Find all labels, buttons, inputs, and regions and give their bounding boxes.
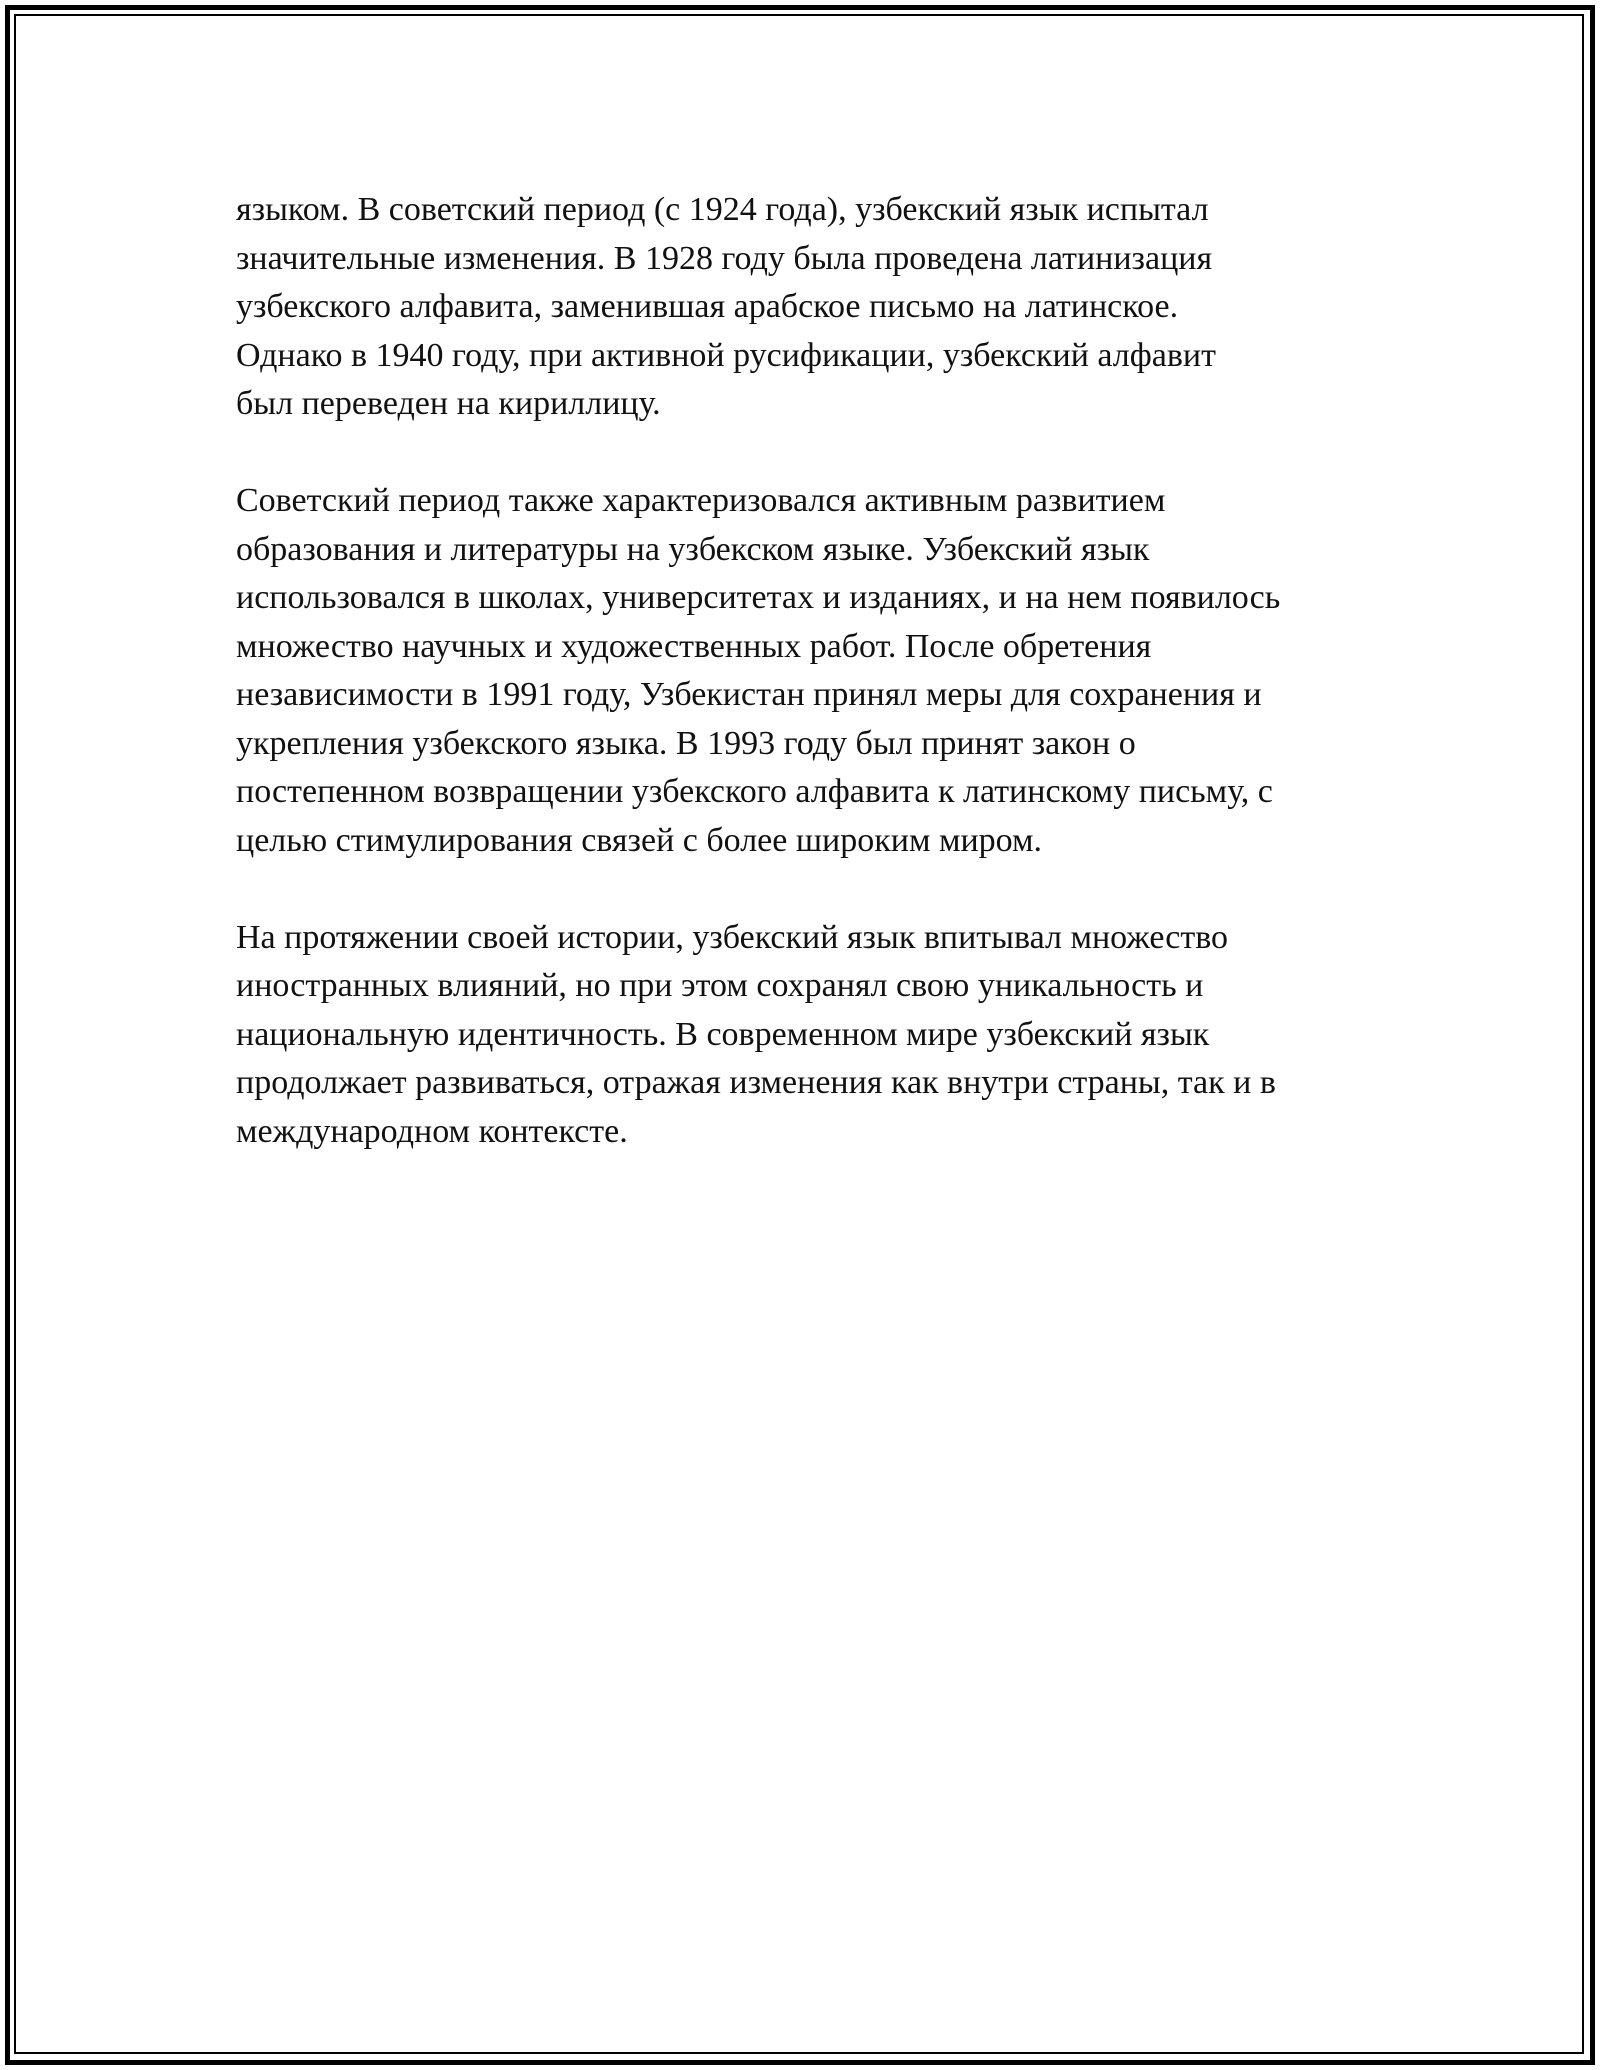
text-line: был переведен на кириллицу. xyxy=(236,385,661,422)
text-line: Однако в 1940 году, при активной русификации, узбекский алфавит xyxy=(236,336,1216,374)
text-line: укрепления узбекского языка. В 1993 году был принят закон о xyxy=(236,724,1136,762)
text-line: На протяжении своей истории, узбекский язык впитывал множество xyxy=(236,918,1229,956)
text-line: продолжает развиваться, отражая изменения как внутри страны, так и в xyxy=(236,1064,1276,1101)
text-line: независимости в 1991 году, Узбекистан принял меры для сохранения и xyxy=(236,676,1262,713)
text-line: национальную идентичность. В современном мире узбекский язык xyxy=(236,1015,1210,1053)
text-line: иностранных влияний, но при этом сохранял свою уникальность и xyxy=(236,967,1204,1004)
text-line: образования и литературы на узбекском языке. Узбекский язык xyxy=(236,530,1150,568)
document-body xyxy=(236,186,1386,1205)
text-line: использовался в школах, университетах и изданиях, и на нем появилось xyxy=(236,579,1281,616)
text-line: постепенном возвращении узбекского алфавита к латинскому письму, с xyxy=(236,773,1273,810)
text-line: целью стимулирования связей с более широким миром. xyxy=(236,821,1043,859)
text-line: Советский период также характеризовался активным развитием xyxy=(236,482,1166,519)
text-line: международном контексте. xyxy=(236,1112,628,1150)
paragraph-1 xyxy=(236,186,1386,429)
paragraph-2 xyxy=(236,477,1386,865)
paragraph-3 xyxy=(236,914,1386,1157)
text-line: множество научных и художественных работ. После обретения xyxy=(236,627,1152,665)
text-line: языком. В советский период (с 1924 года), узбекский язык испытал xyxy=(236,191,1209,228)
text-line: значительные изменения. В 1928 году была проведена латинизация xyxy=(236,239,1213,277)
text-line: узбекского алфавита, заменившая арабское письмо на латинское. xyxy=(236,288,1179,325)
